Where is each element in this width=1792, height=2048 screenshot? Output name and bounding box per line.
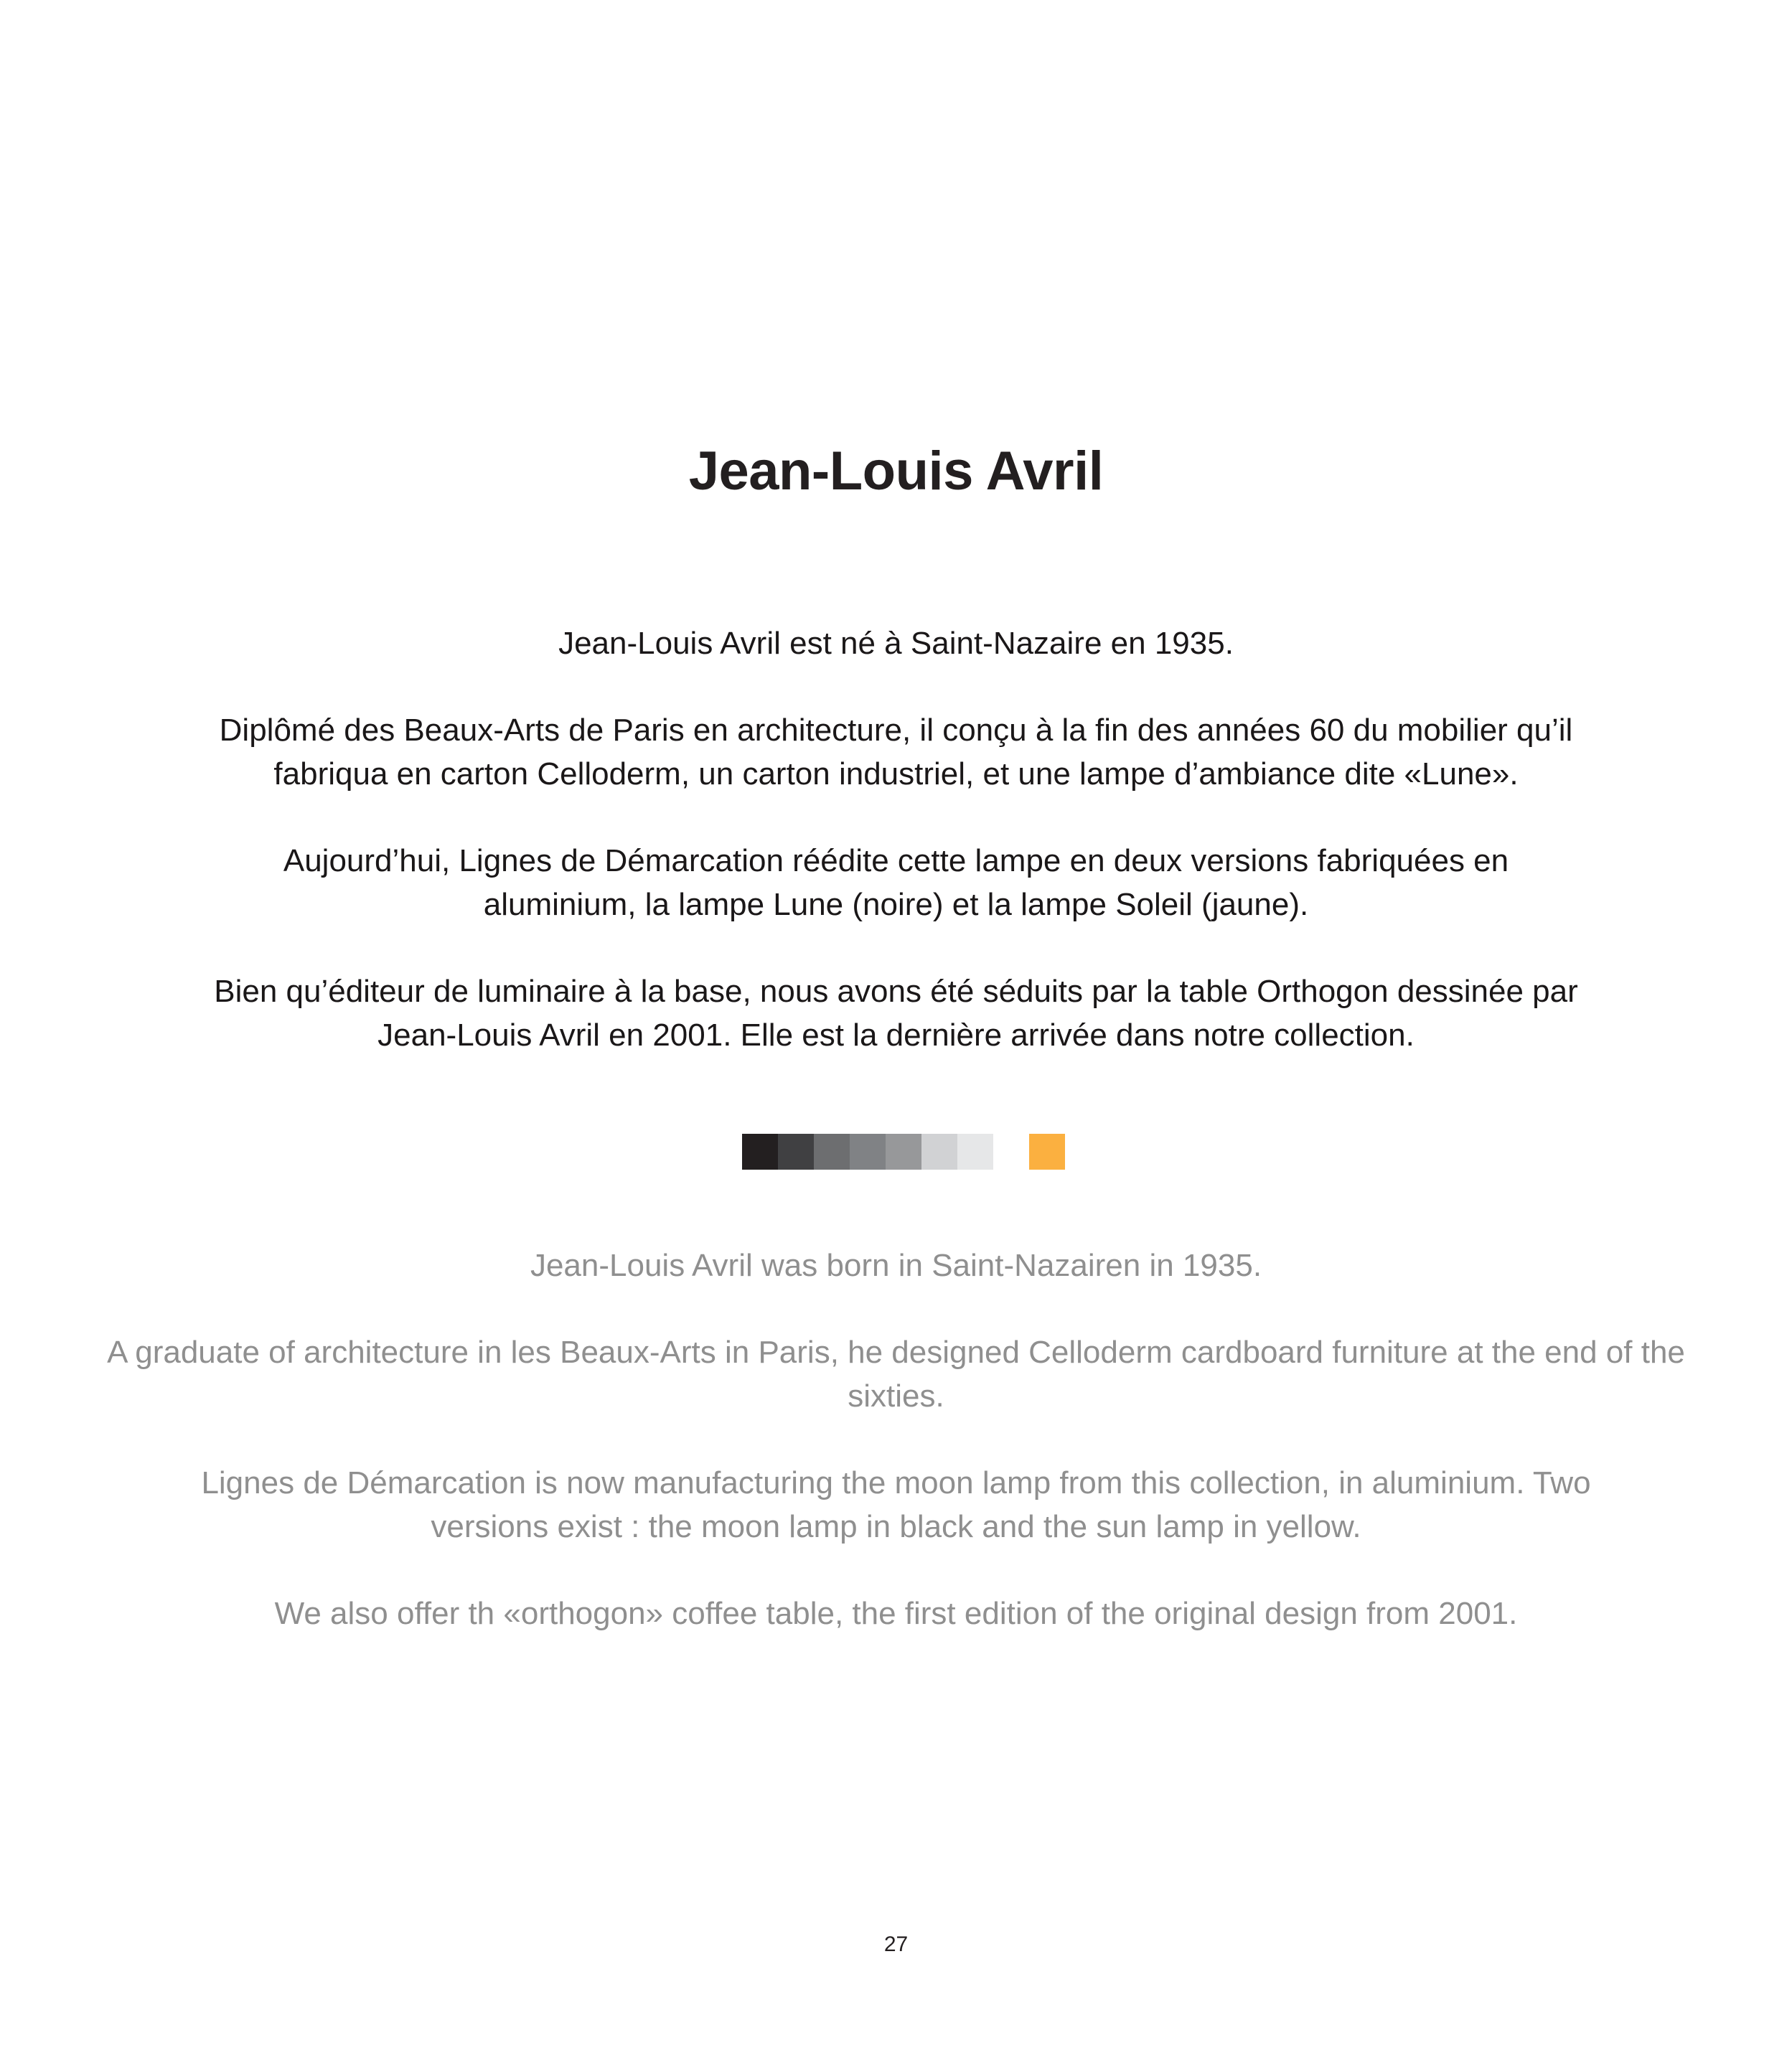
color-swatch — [957, 1134, 993, 1170]
english-text-block — [86, 1244, 1706, 1635]
color-swatch — [850, 1134, 886, 1170]
color-swatch-bar — [742, 1134, 1065, 1170]
swatch-spacer — [993, 1134, 1029, 1170]
english-paragraph-2: A graduate of architecture in les Beaux-Arts in Paris, he designed Celloderm cardboard furniture at the end of the sixties. — [107, 1335, 1685, 1414]
french-text-block — [144, 621, 1648, 1057]
accent-color-swatch — [1029, 1134, 1065, 1170]
color-swatch — [921, 1134, 957, 1170]
english-paragraph-1: Jean-Louis Avril was born in Saint-Nazairen in 1935. — [530, 1248, 1262, 1283]
french-paragraph-2: Diplômé des Beaux-Arts de Paris en architecture, il conçu à la fin des années 60 du mobilier qu’il fabriqua en carton Celloderm, un carton industriel, et une lampe d’ambiance dite «Lune». — [219, 713, 1573, 792]
french-paragraph-4: Bien qu’éditeur de luminaire à la base, nous avons été séduits par la table Orthogon dessinée par Jean-Louis Avril en 2001. Elle est la dernière arrivée dans notre collection. — [214, 974, 1578, 1053]
color-swatch — [742, 1134, 778, 1170]
french-paragraph-1: Jean-Louis Avril est né à Saint-Nazaire en 1935. — [558, 626, 1234, 661]
color-swatch — [778, 1134, 814, 1170]
french-paragraph-3: Aujourd’hui, Lignes de Démarcation réédite cette lampe en deux versions fabriquées en aluminium, la lampe Lune (noire) et la lampe Soleil (jaune). — [283, 843, 1509, 922]
page-number: 27 — [883, 1932, 909, 1956]
color-swatch — [886, 1134, 921, 1170]
english-paragraph-3: Lignes de Démarcation is now manufacturing the moon lamp from this collection, in aluminium. Two versions exist : the moon lamp in black and the sun lamp in yellow. — [201, 1465, 1591, 1544]
page-title: Jean-Louis Avril — [688, 441, 1104, 502]
color-swatch — [814, 1134, 850, 1170]
english-paragraph-4: We also offer th «orthogon» coffee table, the first edition of the original design from 2001. — [274, 1596, 1518, 1631]
